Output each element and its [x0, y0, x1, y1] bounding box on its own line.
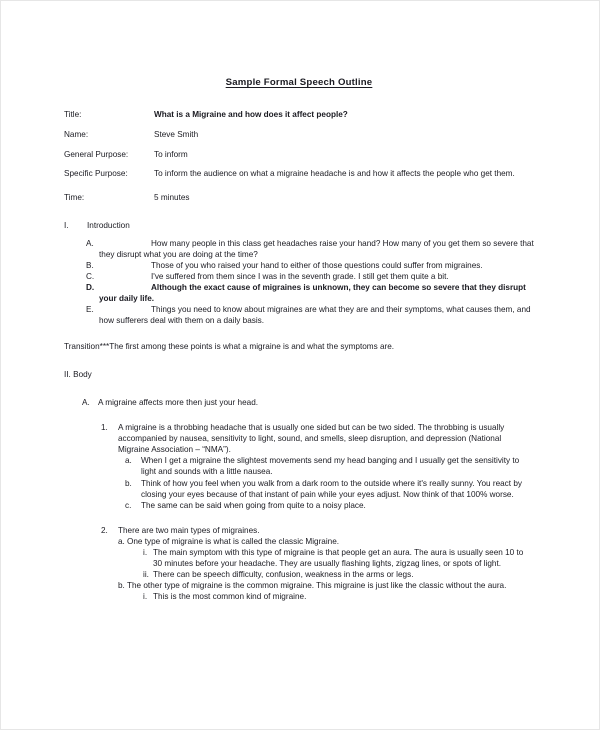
outline-item-label: c. — [125, 500, 132, 510]
body-subitem-2a-romans — [127, 547, 534, 580]
meta-row-title — [64, 110, 534, 121]
outline-item-label: i. — [143, 592, 148, 602]
section-numeral: I. — [64, 221, 69, 231]
meta-row-name — [64, 130, 534, 141]
body-subitem-1c — [125, 500, 534, 511]
outline-item-label: i. — [143, 547, 148, 557]
body-item-2 — [101, 525, 534, 602]
outline-item-text: There are two main types of migraines. — [118, 525, 260, 535]
meta-value: To inform the audience on what a migraine headache is and how it affects the people who get them. — [154, 169, 515, 179]
outline-item-text: There can be speech difficulty, confusion, weakness in the arms or legs. — [153, 569, 414, 579]
introduction-points — [86, 238, 534, 327]
outline-item-b — [86, 260, 534, 271]
body-item-1 — [101, 422, 534, 511]
section-heading-text: Introduction — [87, 221, 130, 231]
document-title-text: Sample Formal Speech Outline — [225, 77, 373, 88]
outline-item-text: Things you need to know about migraines are what they are and their symptoms, what causes them, and how sufferers deal with them on a daily basis. — [99, 305, 531, 326]
outline-item-label: b. — [118, 581, 125, 590]
meta-label: Title: — [64, 110, 82, 119]
outline-item-label: B. — [86, 261, 94, 271]
section-heading-text: Body — [73, 370, 92, 380]
section-introduction-heading — [64, 221, 534, 232]
metadata-block — [64, 110, 534, 204]
outline-item-text: How many people in this class get headaches raise your hand? How many of you get them so severe that they disrupt what you are doing at the time? — [99, 238, 534, 260]
outline-item-text: A migraine is a throbbing headache that is usually one sided but can be two sided. The throbbing is usually accompanied by nausea, sensitivity to light, sound, and smells, sleep disruption, and depression (National Migraine Association – “NMA”). — [118, 423, 505, 455]
outline-item-label: a. — [125, 456, 132, 466]
outline-item-text: When I get a migraine the slightest movements send my head banging and I usually get the sensitivity to light and sounds with a little nausea. — [141, 456, 520, 477]
outline-item-text: The other type of migraine is the common migraine. This migraine is just like the classic without the aura. — [127, 581, 507, 590]
meta-row-specific-purpose — [64, 169, 534, 180]
outline-item-text: I've suffered from them since I was in the seventh grade. I still get them quite a bit. — [151, 272, 449, 282]
meta-row-general-purpose — [64, 150, 534, 161]
meta-label: Time: — [64, 193, 85, 203]
document-title — [64, 77, 534, 88]
outline-item-e — [86, 304, 534, 326]
body-subitem-2b-romans — [127, 591, 534, 602]
meta-value: Steve Smith — [154, 129, 199, 139]
meta-value: What is a Migraine and how does it affect people? — [154, 110, 348, 119]
outline-item-label: 1. — [101, 423, 108, 433]
outline-item-a — [86, 238, 534, 260]
document-body — [64, 77, 534, 602]
section-body-heading — [64, 370, 534, 381]
outline-item-text: Think of how you feel when you walk from a dark room to the outside where it's really sunny. You react by closing your eyes because of that instant of pain while your eyes adjust. Now think of that 100% worse. — [141, 478, 522, 499]
outline-item-label: E. — [86, 305, 94, 315]
outline-item-label: ii. — [143, 569, 149, 579]
body-item-1-subs — [118, 455, 534, 510]
transition-line: Transition***The first among these points is what a migraine is and what the symptoms are. — [64, 342, 395, 352]
body-roman-2b-i — [143, 591, 534, 602]
outline-item-label: 2. — [101, 525, 108, 535]
outline-item-label: C. — [86, 272, 95, 282]
outline-item-text: This is the most common kind of migraine. — [153, 592, 307, 602]
outline-item-text: A migraine affects more then just your head. — [98, 398, 259, 408]
outline-item-text: Although the exact cause of migraines is unknown, they can become so severe that they disrupt your daily life. — [99, 283, 526, 304]
outline-item-label: b. — [125, 478, 132, 488]
body-point-a — [82, 397, 534, 408]
body-roman-2a-ii — [143, 569, 534, 580]
outline-item-label: a. — [118, 536, 125, 546]
body-numbered-items — [64, 422, 534, 602]
outline-item-label: A. — [86, 238, 94, 248]
body-subitem-2b — [118, 580, 534, 602]
outline-item-text: Those of you who raised your hand to either of those questions could suffer from migraines. — [151, 261, 483, 271]
body-item-2-subs — [118, 536, 534, 602]
meta-label: Specific Purpose: — [64, 169, 128, 179]
outline-item-text: One type of migraine is what is called the classic Migraine. — [127, 536, 340, 546]
outline-item-c — [86, 271, 534, 282]
outline-item-d — [86, 282, 534, 304]
body-subitem-1b — [125, 478, 534, 500]
outline-item-text: The main symptom with this type of migraine is that people get an aura. The aura is usually seen 10 to 30 minutes before your headache. They are usually flashing lights, zigzag lines, or spots of light. — [153, 547, 524, 568]
body-subitem-1a — [125, 455, 534, 477]
meta-row-time — [64, 193, 534, 204]
meta-label: General Purpose: — [64, 149, 129, 159]
outline-item-label: A. — [82, 398, 90, 408]
meta-value: To inform — [154, 149, 188, 159]
meta-value: 5 minutes — [154, 193, 190, 203]
outline-item-text: The same can be said when going from quite to a noisy place. — [141, 500, 366, 510]
outline-item-label: D. — [86, 283, 95, 293]
body-roman-2a-i — [143, 547, 534, 569]
body-subitem-2a — [118, 536, 534, 580]
meta-label: Name: — [64, 129, 89, 139]
section-numeral: II. — [64, 370, 71, 380]
